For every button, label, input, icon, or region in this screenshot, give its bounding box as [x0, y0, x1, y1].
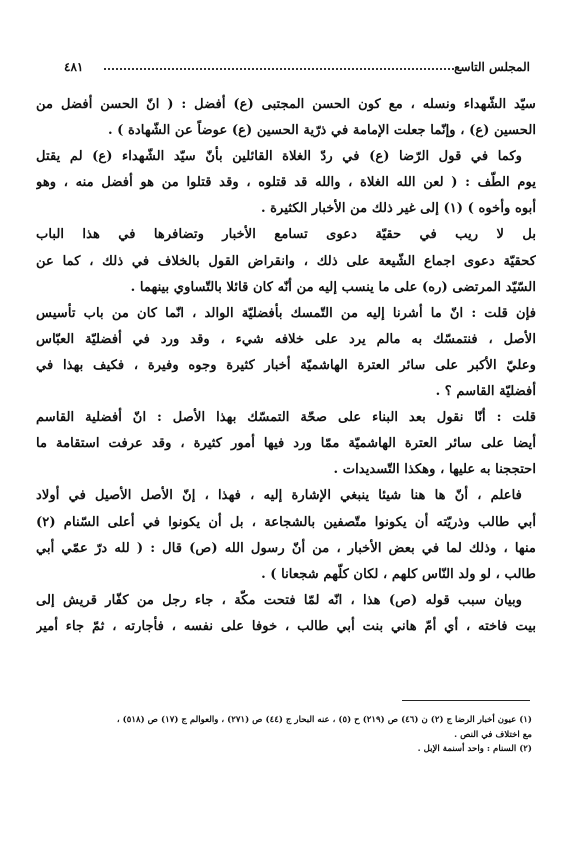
text-line: كحقيّة دعوى اجماع الشّيعة على ذلك ، وانقراض القول بالخلاف في ذلك ، كما عن	[36, 253, 536, 269]
text-line: قلت : أنّا نقول بعد البناء على صحّة التمسّك بهذا الأصل : انّ أفضلية القاسم	[36, 410, 536, 426]
footnote-line: (١) عيون أخبار الرضا ج (٢) ن (٤٦) ص (٢١٩) ح (٥) ، عنه البحار ج (٤٤) ص (٢٧١) ، والعوالم ج (١٧) ص (٥١٨) ،	[116, 715, 532, 725]
footnotes	[36, 713, 532, 757]
text-line: أفضليّة القاسم ؟ .	[435, 384, 536, 400]
text-line: أبي طالب وذريّته أن يكونوا متّصفين بالشجاعة ، بل أن يكونوا في أعلى السّنام (٢)	[36, 514, 536, 530]
text-line: طالب ، لو ولد النّاس كلهم ، لكان كلّهم شجعانا ) .	[261, 566, 536, 582]
text-line: الحسين (ع) ، وإنّما جعلت الإمامة في ذرّية الحسين (ع) عوضاً عن الشّهادة ) .	[108, 123, 536, 139]
text-line: احتججنا به عليها ، وهكذا التّسديدات .	[333, 462, 536, 478]
text-line: فاعلم ، أنّ ها هنا شيئا ينبغي الإشارة إليه ، فهذا ، إنّ الأصل الأصيل في أولاد	[36, 488, 522, 504]
text-line: أبوه وأخوه ) (١) إلى غير ذلك من الأخبار الكثيرة .	[260, 201, 536, 217]
text-line: أيضا على سائر العترة الهاشميّة ممّا ورد فيها أمور كثيرة ، وقد عرفت استقامة ما	[36, 436, 536, 452]
page-header	[64, 60, 530, 82]
text-line: سيّد الشّهداء ونسله ، مع كون الحسن المجتبى (ع) أفضل : ( انّ الحسن أفضل من	[36, 97, 536, 112]
text-line: منها ، وذلك لما في بعض الأخبار ، من أنّ رسول الله (ص) قال : ( لله درّ عمّي أبي	[36, 540, 536, 556]
text-line: السّيّد المرتضى (ره) على ما ينسب إليه من أنّه كان قائلا بالتّساوي بينهما .	[130, 279, 536, 295]
footnote-line: (٢) السنام : واحد أسنمة الإبل .	[417, 744, 532, 754]
header-dotted-leader	[104, 68, 458, 70]
text-line: بيت فاخته ، أي أمّ هاني بنت أبي طالب ، خوفا على نفسه ، فأجارته ، ثمّ جاء أمير	[36, 618, 536, 634]
main-text	[36, 92, 536, 640]
text-line: يوم الطّف : ( لعن الله الغلاة ، والله قد قتلوه ، وقد قتلوا من هو أفضل منه ، وهو	[36, 175, 536, 191]
chapter-title: المجلس التاسع	[454, 60, 530, 74]
text-line: وعليّ الأكبر على سائر العترة الهاشميّة أخبار كثيرة وجوه وفيرة ، فكيف بهذا في	[36, 357, 536, 373]
text-line: فإن قلت : انّ ما أشرنا إليه من التّمسك بأفضليّة الوالد ، انّما كان من باب تأسيس	[36, 305, 536, 321]
page-number: ٤٨١	[64, 60, 84, 74]
footnote-line: مع اختلاف في النص .	[454, 729, 532, 740]
text-line: وبيان سبب قوله (ص) هذا ، انّه لمّا فتحت مكّة ، جاء رجل من كفّار قريش إلى	[36, 592, 522, 608]
footnote-separator	[402, 700, 530, 701]
text-line: وكما في قول الرّضا (ع) في ردّ الغلاة القائلين بأنّ سيّد الشّهداء (ع) لم يقتل	[36, 149, 522, 165]
text-line: بل لا ريب في حقيّة دعوى تسامع الأخبار وتضافرها في هذا الباب	[36, 227, 536, 243]
text-line: الأصل ، فنتمسّك به مالم يرد على خلافه شيء ، وقد ورد في أفضليّة العبّاس	[36, 331, 536, 347]
